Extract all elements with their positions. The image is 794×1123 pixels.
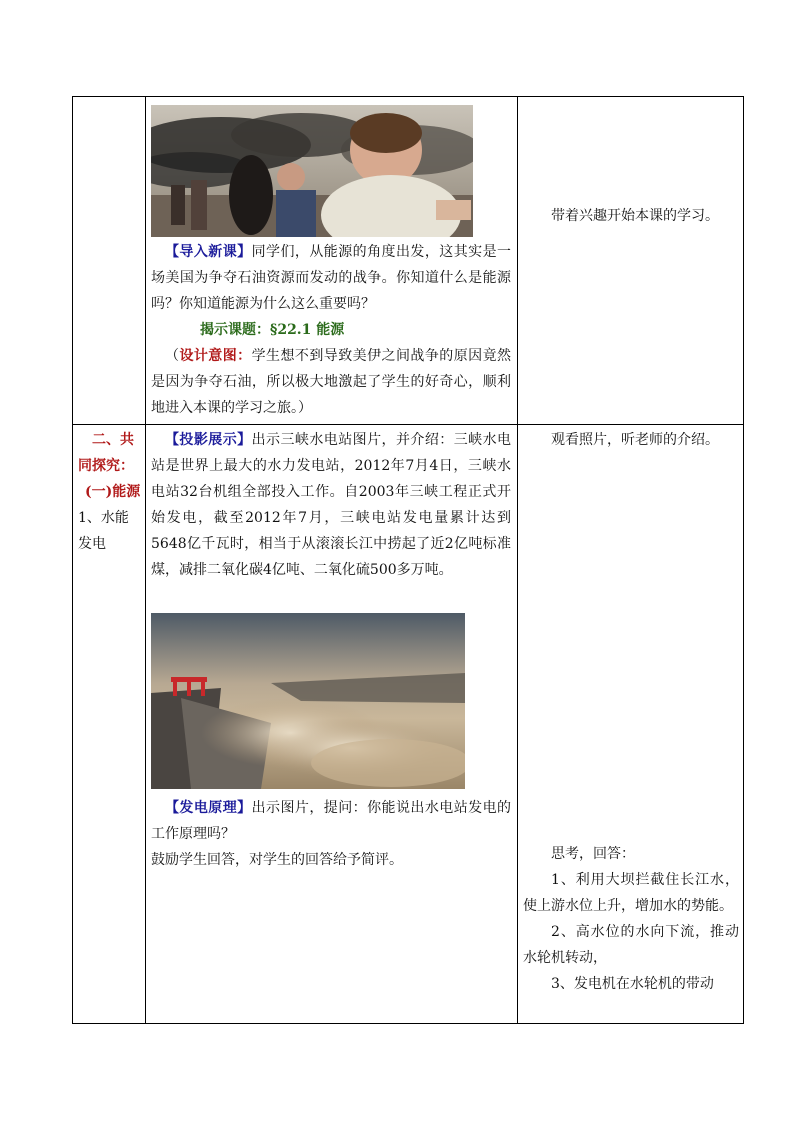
- three-gorges-dam-photo: [151, 613, 465, 789]
- student-answer-1: 1、利用大坝拦截住长江水，使上游水位上升，增加水的势能。: [523, 872, 739, 914]
- projection-paragraph: [151, 427, 511, 583]
- projection-text: 出示三峡水电站图片，并介绍：三峡水电站是世界上最大的水力发电站，2012年7月4日，三峡水电站32台机组全部投入工作。自2003年三峡工程正式开始发电，截至2012年7月，三峡电站发电量累计达到5648亿千瓦时，相当于从滚滚长江中捞起了近2亿吨标准煤，减排二氧化碳4亿吨、二氧化硫500多万吨。: [151, 432, 511, 578]
- principle-bracket: 【发电原理】: [165, 800, 252, 816]
- section-sub: (一)能源: [85, 484, 141, 500]
- topic-label: 揭示课题：: [200, 322, 270, 338]
- design-text: 学生想不到导致美伊之间战争的原因竟然是因为争夺石油，所以极大地激起了学生的好奇心，顺利地进入本课的学习之旅。）: [151, 348, 512, 416]
- projection-bracket: 【投影展示】: [165, 432, 252, 448]
- design-label: 设计意图：: [179, 348, 252, 364]
- war-child-photo: [151, 105, 473, 237]
- section-item: 1、水能发电: [78, 510, 129, 552]
- design-intent: [151, 343, 511, 421]
- design-open: （: [165, 348, 180, 364]
- student-think-text: 思考，回答：: [551, 846, 635, 862]
- row-divider: [73, 424, 743, 425]
- student-interest-text: 带着兴趣开始本课的学习。: [551, 208, 719, 224]
- topic-value: §22.1 能源: [270, 322, 345, 338]
- intro-bracket: 【导入新课】: [165, 244, 252, 260]
- column-divider-1: [145, 97, 146, 1023]
- student-row1: [523, 203, 739, 229]
- column-divider-2: [517, 97, 518, 1023]
- section-title: 二、共同探究：: [78, 432, 134, 474]
- principle-text: 出示图片，提问：你能说出水电站发电的工作原理吗？: [151, 800, 511, 842]
- section-heading: [78, 427, 142, 557]
- student-watch: [523, 427, 739, 453]
- student-answer-2: 2、高水位的水向下流，推动水轮机转动，: [523, 924, 739, 966]
- topic-line: [151, 317, 511, 343]
- student-watch-text: 观看照片，听老师的介绍。: [551, 432, 719, 448]
- student-answer-3: 3、发电机在水轮机的带动: [551, 976, 714, 992]
- intro-paragraph: [151, 239, 511, 421]
- student-answers: [523, 841, 739, 997]
- intro-text: 同学们，从能源的角度出发，这其实是一场美国为争夺石油资源而发动的战争。你知道什么是能源吗？你知道能源为什么这么重要吗？: [151, 244, 511, 312]
- principle-paragraph: [151, 795, 511, 873]
- lesson-plan-table: [72, 96, 744, 1024]
- encourage-text: 鼓励学生回答，对学生的回答给予简评。: [151, 852, 403, 868]
